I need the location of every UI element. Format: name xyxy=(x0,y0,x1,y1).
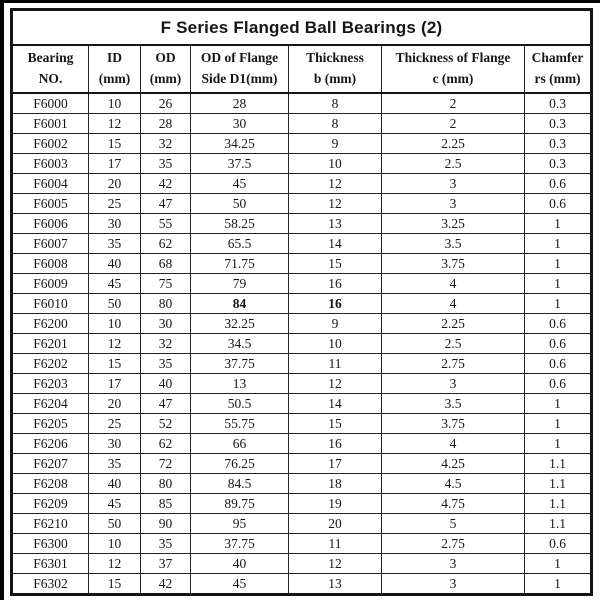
cell-rs: 1 xyxy=(525,434,592,454)
table-row xyxy=(12,134,592,154)
cell-od: 52 xyxy=(141,414,191,434)
cell-id: 20 xyxy=(89,174,141,194)
cell-id: 10 xyxy=(89,534,141,554)
cell-od: 62 xyxy=(141,434,191,454)
cell-id: 12 xyxy=(89,554,141,574)
cell-no: F6002 xyxy=(12,134,89,154)
cell-id: 45 xyxy=(89,494,141,514)
column-header-chamfer-rs: Chamfer rs (mm) xyxy=(525,45,592,93)
cell-no: F6006 xyxy=(12,214,89,234)
table-row xyxy=(12,174,592,194)
table-row xyxy=(12,494,592,514)
cell-rs: 1 xyxy=(525,214,592,234)
cell-no: F6208 xyxy=(12,474,89,494)
cell-rs: 0.3 xyxy=(525,114,592,134)
cell-c: 3.75 xyxy=(382,254,525,274)
cell-b: 20 xyxy=(289,514,382,534)
cell-c: 4 xyxy=(382,294,525,314)
cell-od: 35 xyxy=(141,534,191,554)
table-row xyxy=(12,354,592,374)
cell-od: 32 xyxy=(141,134,191,154)
cell-od: 40 xyxy=(141,374,191,394)
cell-rs: 1.1 xyxy=(525,514,592,534)
cell-d1: 66 xyxy=(191,434,289,454)
cell-id: 25 xyxy=(89,414,141,434)
cell-no: F6204 xyxy=(12,394,89,414)
cell-b: 16 xyxy=(289,294,382,314)
cell-id: 40 xyxy=(89,474,141,494)
cell-rs: 0.6 xyxy=(525,314,592,334)
cell-rs: 1 xyxy=(525,574,592,595)
cell-b: 12 xyxy=(289,374,382,394)
cell-rs: 1 xyxy=(525,554,592,574)
table-row xyxy=(12,574,592,595)
cell-od: 30 xyxy=(141,314,191,334)
flanged-ball-bearings-table xyxy=(10,8,593,596)
cell-no: F6201 xyxy=(12,334,89,354)
table-row xyxy=(12,194,592,214)
cell-rs: 1.1 xyxy=(525,454,592,474)
cell-d1: 37.75 xyxy=(191,354,289,374)
cell-d1: 37.5 xyxy=(191,154,289,174)
cell-c: 2.25 xyxy=(382,134,525,154)
cell-rs: 0.3 xyxy=(525,154,592,174)
cell-b: 17 xyxy=(289,454,382,474)
cell-no: F6302 xyxy=(12,574,89,595)
table-row xyxy=(12,254,592,274)
image-border-top xyxy=(0,0,600,3)
cell-b: 12 xyxy=(289,174,382,194)
cell-c: 2.5 xyxy=(382,154,525,174)
cell-d1: 34.5 xyxy=(191,334,289,354)
cell-od: 35 xyxy=(141,354,191,374)
cell-b: 13 xyxy=(289,574,382,595)
cell-d1: 79 xyxy=(191,274,289,294)
cell-c: 4 xyxy=(382,434,525,454)
cell-b: 19 xyxy=(289,494,382,514)
cell-id: 30 xyxy=(89,434,141,454)
cell-od: 80 xyxy=(141,294,191,314)
table-row xyxy=(12,314,592,334)
image-border-left xyxy=(0,0,4,600)
cell-no: F6205 xyxy=(12,414,89,434)
cell-c: 4.25 xyxy=(382,454,525,474)
cell-id: 17 xyxy=(89,154,141,174)
cell-od: 85 xyxy=(141,494,191,514)
cell-c: 3 xyxy=(382,554,525,574)
cell-c: 5 xyxy=(382,514,525,534)
table-row xyxy=(12,374,592,394)
cell-c: 3 xyxy=(382,194,525,214)
cell-b: 10 xyxy=(289,154,382,174)
table-row xyxy=(12,414,592,434)
cell-no: F6210 xyxy=(12,514,89,534)
cell-d1: 50.5 xyxy=(191,394,289,414)
cell-od: 35 xyxy=(141,154,191,174)
table-row xyxy=(12,434,592,454)
cell-no: F6007 xyxy=(12,234,89,254)
cell-id: 10 xyxy=(89,93,141,114)
cell-od: 42 xyxy=(141,174,191,194)
table-row xyxy=(12,474,592,494)
cell-id: 40 xyxy=(89,254,141,274)
cell-id: 45 xyxy=(89,274,141,294)
cell-b: 11 xyxy=(289,354,382,374)
cell-c: 2.75 xyxy=(382,354,525,374)
cell-rs: 1 xyxy=(525,274,592,294)
cell-id: 15 xyxy=(89,574,141,595)
cell-c: 2 xyxy=(382,93,525,114)
cell-d1: 84 xyxy=(191,294,289,314)
table-row xyxy=(12,214,592,234)
cell-d1: 40 xyxy=(191,554,289,574)
cell-rs: 0.6 xyxy=(525,194,592,214)
cell-d1: 50 xyxy=(191,194,289,214)
cell-d1: 71.75 xyxy=(191,254,289,274)
cell-c: 3 xyxy=(382,374,525,394)
cell-c: 4.5 xyxy=(382,474,525,494)
column-header-od: OD (mm) xyxy=(141,45,191,93)
cell-id: 50 xyxy=(89,294,141,314)
cell-id: 15 xyxy=(89,354,141,374)
cell-rs: 0.3 xyxy=(525,93,592,114)
cell-no: F6001 xyxy=(12,114,89,134)
cell-b: 15 xyxy=(289,254,382,274)
cell-no: F6203 xyxy=(12,374,89,394)
cell-b: 13 xyxy=(289,214,382,234)
cell-b: 8 xyxy=(289,93,382,114)
table-row xyxy=(12,234,592,254)
cell-id: 25 xyxy=(89,194,141,214)
cell-rs: 1 xyxy=(525,254,592,274)
cell-b: 15 xyxy=(289,414,382,434)
cell-d1: 65.5 xyxy=(191,234,289,254)
cell-id: 50 xyxy=(89,514,141,534)
cell-d1: 45 xyxy=(191,174,289,194)
cell-rs: 0.6 xyxy=(525,534,592,554)
column-header-bearing-no: Bearing NO. xyxy=(12,45,89,93)
column-header-flange-od-d1: OD of Flange Side D1(mm) xyxy=(191,45,289,93)
table-row xyxy=(12,334,592,354)
cell-no: F6000 xyxy=(12,93,89,114)
cell-rs: 0.6 xyxy=(525,174,592,194)
cell-od: 32 xyxy=(141,334,191,354)
cell-no: F6010 xyxy=(12,294,89,314)
cell-d1: 30 xyxy=(191,114,289,134)
cell-d1: 89.75 xyxy=(191,494,289,514)
cell-id: 12 xyxy=(89,334,141,354)
cell-rs: 1.1 xyxy=(525,494,592,514)
cell-od: 47 xyxy=(141,394,191,414)
cell-d1: 37.75 xyxy=(191,534,289,554)
cell-no: F6209 xyxy=(12,494,89,514)
cell-id: 17 xyxy=(89,374,141,394)
cell-b: 14 xyxy=(289,394,382,414)
cell-id: 35 xyxy=(89,454,141,474)
cell-od: 90 xyxy=(141,514,191,534)
cell-no: F6003 xyxy=(12,154,89,174)
cell-no: F6200 xyxy=(12,314,89,334)
table-row xyxy=(12,454,592,474)
table-title: F Series Flanged Ball Bearings (2) xyxy=(12,10,592,46)
cell-od: 75 xyxy=(141,274,191,294)
table-row xyxy=(12,294,592,314)
title-row xyxy=(12,10,592,46)
cell-d1: 13 xyxy=(191,374,289,394)
cell-d1: 95 xyxy=(191,514,289,534)
cell-no: F6005 xyxy=(12,194,89,214)
cell-id: 15 xyxy=(89,134,141,154)
cell-b: 12 xyxy=(289,194,382,214)
cell-od: 68 xyxy=(141,254,191,274)
cell-od: 42 xyxy=(141,574,191,595)
cell-no: F6300 xyxy=(12,534,89,554)
cell-c: 4.75 xyxy=(382,494,525,514)
cell-no: F6004 xyxy=(12,174,89,194)
cell-d1: 45 xyxy=(191,574,289,595)
cell-rs: 1 xyxy=(525,394,592,414)
cell-d1: 34.25 xyxy=(191,134,289,154)
table-body xyxy=(12,93,592,595)
table-row xyxy=(12,394,592,414)
cell-b: 16 xyxy=(289,274,382,294)
cell-od: 28 xyxy=(141,114,191,134)
cell-b: 8 xyxy=(289,114,382,134)
cell-rs: 0.6 xyxy=(525,374,592,394)
table-row xyxy=(12,274,592,294)
cell-od: 37 xyxy=(141,554,191,574)
cell-c: 3.5 xyxy=(382,394,525,414)
cell-d1: 58.25 xyxy=(191,214,289,234)
cell-b: 9 xyxy=(289,314,382,334)
column-header-id: ID (mm) xyxy=(89,45,141,93)
cell-d1: 84.5 xyxy=(191,474,289,494)
cell-rs: 1.1 xyxy=(525,474,592,494)
table-row xyxy=(12,154,592,174)
cell-id: 10 xyxy=(89,314,141,334)
cell-c: 3 xyxy=(382,574,525,595)
cell-b: 14 xyxy=(289,234,382,254)
cell-b: 10 xyxy=(289,334,382,354)
cell-no: F6206 xyxy=(12,434,89,454)
cell-od: 72 xyxy=(141,454,191,474)
cell-id: 30 xyxy=(89,214,141,234)
column-header-flange-thickness-c: Thickness of Flange c (mm) xyxy=(382,45,525,93)
cell-od: 47 xyxy=(141,194,191,214)
cell-od: 26 xyxy=(141,93,191,114)
cell-od: 62 xyxy=(141,234,191,254)
cell-c: 3.75 xyxy=(382,414,525,434)
cell-c: 2.75 xyxy=(382,534,525,554)
table-row xyxy=(12,514,592,534)
cell-rs: 1 xyxy=(525,294,592,314)
cell-no: F6008 xyxy=(12,254,89,274)
cell-b: 18 xyxy=(289,474,382,494)
cell-rs: 1 xyxy=(525,414,592,434)
cell-d1: 55.75 xyxy=(191,414,289,434)
table-row xyxy=(12,114,592,134)
cell-id: 20 xyxy=(89,394,141,414)
cell-rs: 0.6 xyxy=(525,334,592,354)
cell-c: 2.25 xyxy=(382,314,525,334)
cell-c: 3.25 xyxy=(382,214,525,234)
cell-d1: 76.25 xyxy=(191,454,289,474)
cell-rs: 0.3 xyxy=(525,134,592,154)
table-row xyxy=(12,554,592,574)
cell-od: 80 xyxy=(141,474,191,494)
cell-d1: 32.25 xyxy=(191,314,289,334)
cell-c: 2.5 xyxy=(382,334,525,354)
cell-id: 12 xyxy=(89,114,141,134)
cell-c: 3 xyxy=(382,174,525,194)
cell-c: 4 xyxy=(382,274,525,294)
cell-b: 12 xyxy=(289,554,382,574)
cell-c: 2 xyxy=(382,114,525,134)
cell-rs: 0.6 xyxy=(525,354,592,374)
cell-no: F6301 xyxy=(12,554,89,574)
cell-b: 11 xyxy=(289,534,382,554)
cell-c: 3.5 xyxy=(382,234,525,254)
cell-b: 16 xyxy=(289,434,382,454)
table-row xyxy=(12,93,592,114)
column-header-thickness-b: Thickness b (mm) xyxy=(289,45,382,93)
cell-od: 55 xyxy=(141,214,191,234)
cell-rs: 1 xyxy=(525,234,592,254)
table-row xyxy=(12,534,592,554)
cell-d1: 28 xyxy=(191,93,289,114)
cell-no: F6009 xyxy=(12,274,89,294)
cell-no: F6202 xyxy=(12,354,89,374)
cell-b: 9 xyxy=(289,134,382,154)
header-row xyxy=(12,45,592,93)
cell-id: 35 xyxy=(89,234,141,254)
cell-no: F6207 xyxy=(12,454,89,474)
